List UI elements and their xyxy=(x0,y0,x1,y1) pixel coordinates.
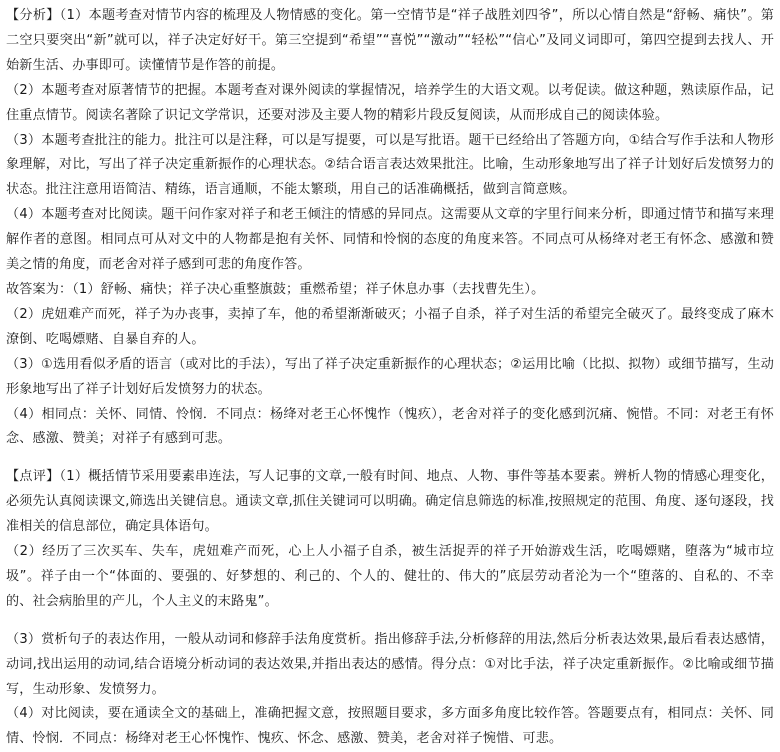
analysis-paragraph-2: （2）本题考查对原著情节的把握。本题考查对课外阅读的掌握情况，培养学生的大语文观。以考促读。做这种题，熟读原作品，记住重点情节。阅读名著除了识记文学常识，还要对涉及主要人物的精彩片段反复阅读，从而形成自己的阅读体验。 xyxy=(6,82,774,123)
answer-paragraph-3: （3）①选用看似矛盾的语言（或对比的手法），写出了祥子决定重新振作的心理状态；②运用比喻（比拟、拟物）或细节描写，生动形象地写出了祥子计划好后发愤努力的状态。 xyxy=(6,356,774,397)
analysis-paragraph-3: （3）本题考查批注的能力。批注可以是注释，可以是写提要，可以是写批语。题干已经给出了答题方向，①结合写作手法和人物形象理解，对比，写出了祥子决定重新振作的心理状态。②结合语言表达效果批注。比喻，生动形象地写出了祥子计划好后发愤努力的状态。批注注意用语简洁、精练，语言通顺，不能太繁琐，用自己的话准确概括，做到言简意赅。 xyxy=(6,132,774,198)
answer-paragraph-1: 故答案为：（1）舒畅、痛快；祥子决心重整旗鼓；重燃希望；祥子休息办事（去找曹先生）。 xyxy=(6,281,545,297)
comment-paragraph-2: （2）经历了三次买车、失车，虎妞难产而死，心上人小福子自杀，被生活捉弄的祥子开始游戏生活，吃喝嫖赌，堕落为“城市垃圾”。祥子由一个“体面的、要强的、好梦想的、利己的、个人的、健壮的、伟大的”底层劳动者沦为一个“堕落的、自私的、不幸的、社会病胎里的产儿，个人主义的末路鬼”。 xyxy=(6,544,774,609)
analysis-paragraph-1: 【分析】（1）本题考查对情节内容的梳理及人物情感的变化。第一空情节是“祥子战胜刘四爷”，所以心情自然是“舒畅、痛快”。第二空只要突出“新”就可以，祥子决定好好干。第三空提到“希望”“喜悦”“激动”“轻松”“信心”及同义词即可，第四空提到去找人、开始新生活、办事即可。读懂情节是作答的前提。 xyxy=(6,8,774,73)
section-spacer xyxy=(6,452,774,465)
section-spacer xyxy=(6,615,774,628)
analysis-paragraph-4: （4）本题考查对比阅读。题干问作家对祥子和老王倾注的情感的异同点。这需要从文章的字里行间来分析，即通过情节和描写来理解作者的意图。相同点可从对文中的人物都是抱有关怀、同情和怜悯的态度的角度来答。不同点可从杨绛对老王有怀念、感激和赞美之情的角度，而老舍对祥子感到可悲的角度作答。 xyxy=(6,207,774,273)
comment-section xyxy=(6,465,774,614)
comment-paragraph-4: （4）对比阅读，要在通读全文的基础上，准确把握文意，按照题目要求，多方面多角度比较作答。答题要点有，相同点：关怀、同情、怜悯．不同点：杨绛对老王心怀愧怍、愧疚、怀念、感激、赞美，老舍对祥子惋惜、可悲。 xyxy=(6,706,774,747)
answer-paragraph-2: （2）虎妞难产而死，祥子为办丧事，卖掉了车，他的希望渐渐破灭；小福子自杀，祥子对生活的希望完全破灭了。最终变成了麻木潦倒、吃喝嫖赌、自暴自弃的人。 xyxy=(6,306,774,347)
comment-paragraph-1: 【点评】（1）概括情节采用要素串连法，写人记事的文章,一般有时间、地点、人物、事件等基本要素。辨析人物的情感心理变化，必须先认真阅读课文,筛选出关键信息。通读文章,抓住关键词可以明确。确定信息筛选的标准,按照规定的范围、角度、逐句逐段，找准相关的信息部位，确定具体语句。 xyxy=(6,469,774,535)
answer-paragraph-4: （4）相同点：关怀、同情、怜悯．不同点：杨绛对老王心怀愧怍（愧疚），老舍对祥子的变化感到沉痛、惋惜。不同：对老王有怀念、感激、赞美；对祥子有感到可悲。 xyxy=(6,406,774,447)
comment-paragraph-3: （3）赏析句子的表达作用，一般从动词和修辞手法角度赏析。指出修辞手法,分析修辞的用法,然后分析表达效果,最后看表达感情，动词,找出运用的动词,结合语境分析动词的表达效果,并指出表达的感情。得分点：①对比手法，祥子决定重新振作。②比喻或细节描写，生动形象、发愤努力。 xyxy=(6,631,774,697)
comment-tail-section xyxy=(6,628,774,752)
analysis-section xyxy=(6,4,774,278)
answer-section xyxy=(6,278,774,452)
